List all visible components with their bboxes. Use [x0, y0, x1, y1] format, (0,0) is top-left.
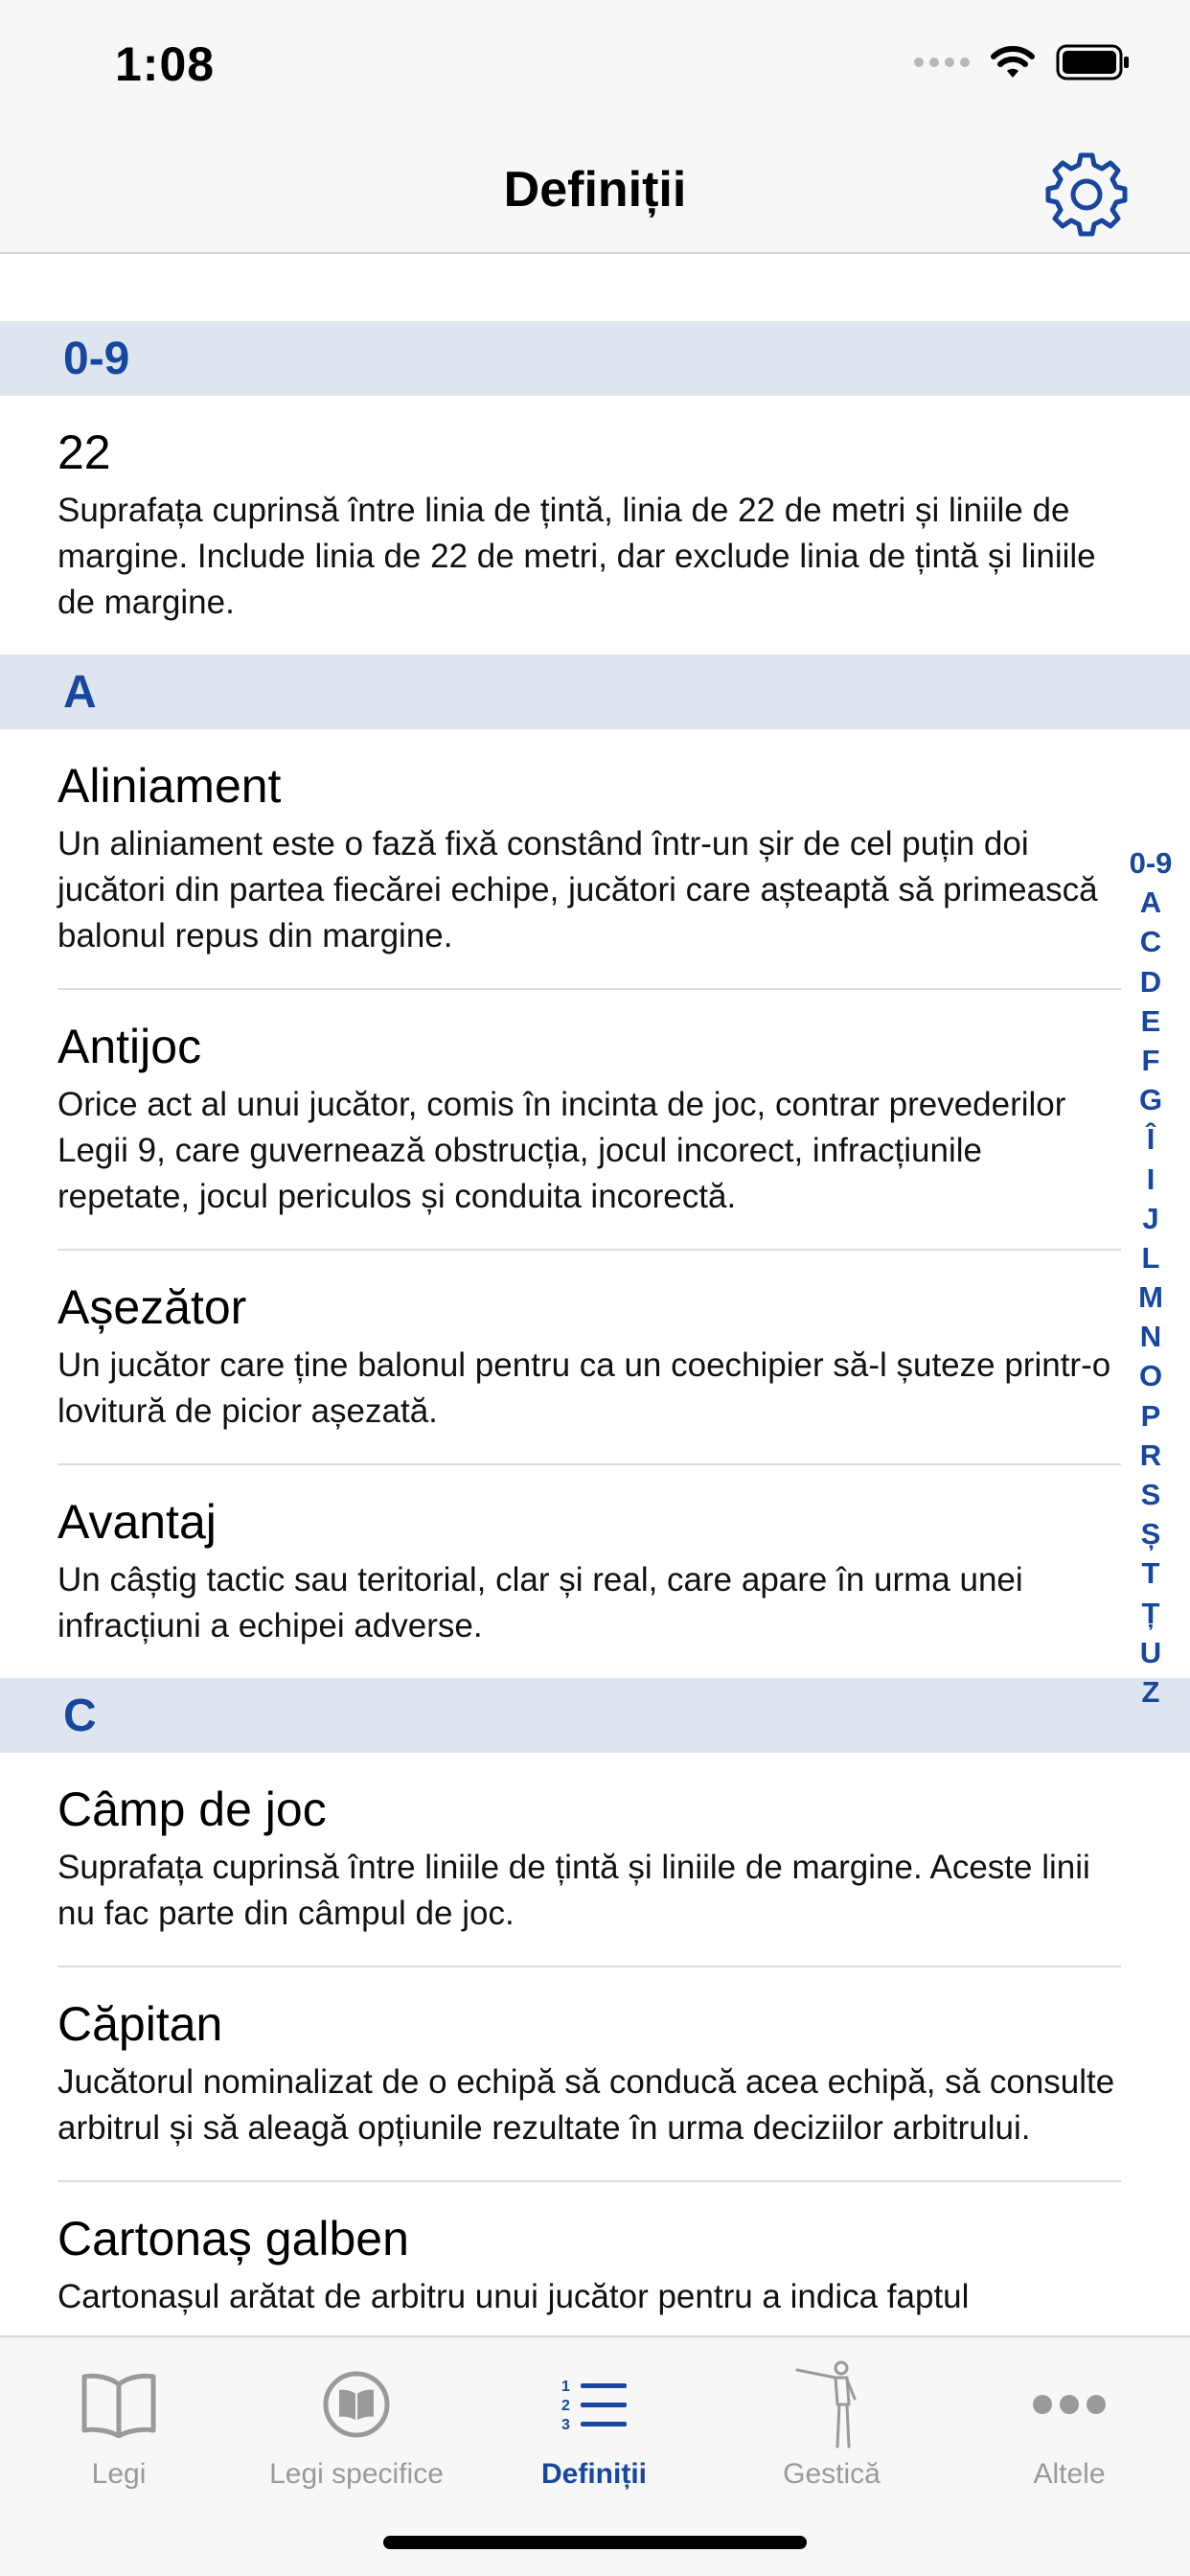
svg-text:2: 2: [561, 2398, 570, 2414]
section-index[interactable]: [1117, 843, 1184, 1712]
list-item[interactable]: [57, 990, 1121, 1251]
entry-description: Orice act al unui jucător, comis în incinta de joc, contrar prevederilor Legii 9, care guvernează obstrucția, jocul incorect, infracțiunile repetate, jocul periculos și conduita incorectă.: [57, 1086, 1066, 1215]
index-letter[interactable]: A: [1139, 886, 1162, 920]
entry-title: Căpitan: [57, 1997, 223, 2051]
tab-label: Legi specifice: [269, 2458, 444, 2490]
list-item[interactable]: [57, 2182, 1121, 2335]
tab-legi-specifice[interactable]: [238, 2360, 475, 2491]
index-letter[interactable]: U: [1139, 1635, 1162, 1669]
book-icon: [80, 2371, 157, 2438]
status-time: 1:08: [115, 37, 216, 91]
tab-label: Legi: [91, 2458, 147, 2490]
tab-gestica[interactable]: [713, 2360, 950, 2491]
wifi-icon: [991, 45, 1035, 80]
numbered-list-icon: [560, 2376, 629, 2433]
index-letter[interactable]: S: [1140, 1478, 1161, 1511]
index-letter[interactable]: Î: [1146, 1122, 1156, 1157]
status-icons: [914, 44, 1131, 80]
index-letter[interactable]: Ț: [1141, 1596, 1160, 1630]
more-icon: [1031, 2393, 1108, 2416]
index-letter[interactable]: Ș: [1140, 1517, 1161, 1552]
home-indicator[interactable]: [383, 2536, 807, 2549]
list-item[interactable]: [57, 396, 1121, 655]
entry-title: Câmp de joc: [57, 1782, 327, 1836]
tab-altele[interactable]: [950, 2360, 1188, 2491]
entry-description: Un jucător care ține balonul pentru ca un coechipier să-l șuteze printr-o lovitură de picior așezată.: [57, 1346, 1111, 1430]
tab-label: Gestică: [783, 2458, 881, 2490]
svg-text:1: 1: [561, 2379, 570, 2395]
cellular-signal-icon: [914, 58, 970, 67]
index-letter[interactable]: G: [1138, 1083, 1163, 1117]
tab-label: Definiții: [541, 2458, 647, 2490]
index-letter[interactable]: E: [1140, 1003, 1161, 1038]
index-letter[interactable]: L: [1141, 1240, 1160, 1275]
entry-description: Un câștig tactic sau teritorial, clar și real, care apare în urma unei infracțiuni a echipei adverse.: [57, 1561, 1023, 1644]
index-letter[interactable]: J: [1142, 1201, 1159, 1235]
entry-description: Un aliniament este o fază fixă constând într-un șir de cel puțin doi jucători din partea fiecărei echipe, jucători care așteaptă să primească balonul repus din margine.: [57, 825, 1098, 954]
list-item[interactable]: [57, 1465, 1121, 1678]
entry-title: Antijoc: [57, 1020, 202, 1073]
index-letter[interactable]: F: [1141, 1043, 1160, 1077]
entry-description: Jucătorul nominalizat de o echipă să conducă acea echipă, să consulte arbitrul și să aleagă opțiunile rezultate în urma deciziilor arbitrului.: [57, 2063, 1115, 2147]
list-item[interactable]: [57, 1753, 1121, 1967]
entry-title: 22: [57, 426, 111, 479]
index-letter[interactable]: M: [1138, 1280, 1163, 1315]
entry-title: Așezător: [57, 1280, 247, 1334]
entry-description: Cartonașul arătat de arbitru unui jucător pentru a indica faptul: [57, 2278, 970, 2315]
gear-icon: [1041, 146, 1133, 238]
entry-description: Suprafața cuprinsă între linia de țintă, linia de 22 de metri și liniile de margine. Include linia de 22 de metri, dar exclude linia de țintă și liniile de margine.: [57, 492, 1096, 621]
entry-title: Avantaj: [57, 1495, 217, 1549]
index-letter[interactable]: Z: [1141, 1674, 1160, 1709]
section-header-0-9: 0-9: [0, 321, 1190, 396]
index-letter[interactable]: C: [1139, 925, 1162, 959]
section-header-c: C: [0, 1678, 1190, 1753]
entry-description: Suprafața cuprinsă între liniile de țintă și liniile de margine. Aceste linii nu fac parte din câmpul de joc.: [57, 1849, 1090, 1932]
index-letter[interactable]: 0-9: [1129, 846, 1173, 880]
referee-gesture-icon: [793, 2358, 870, 2450]
svg-text:3: 3: [561, 2417, 570, 2433]
index-letter[interactable]: P: [1140, 1398, 1161, 1433]
tab-definitii[interactable]: [475, 2360, 713, 2491]
index-letter[interactable]: T: [1141, 1556, 1160, 1591]
book-circle-icon: [322, 2370, 391, 2439]
section-header-a: A: [0, 655, 1190, 729]
list-item[interactable]: [57, 729, 1121, 990]
settings-button[interactable]: [1041, 146, 1133, 238]
index-letter[interactable]: R: [1139, 1438, 1162, 1472]
index-letter[interactable]: I: [1146, 1162, 1156, 1196]
entry-title: Cartonaș galben: [57, 2212, 409, 2266]
page-title: Definiții: [503, 162, 687, 218]
tab-legi[interactable]: [0, 2360, 238, 2491]
index-letter[interactable]: D: [1139, 964, 1162, 999]
list-item[interactable]: [57, 1967, 1121, 2182]
index-letter[interactable]: N: [1139, 1320, 1162, 1354]
battery-icon: [1056, 44, 1131, 80]
entry-title: Aliniament: [57, 759, 282, 813]
definitions-list[interactable]: [0, 256, 1190, 2335]
navigation-bar: [0, 134, 1190, 254]
tab-label: Altele: [1033, 2458, 1106, 2490]
list-item[interactable]: [57, 1251, 1121, 1465]
status-bar: [0, 0, 1190, 134]
index-letter[interactable]: O: [1138, 1359, 1163, 1393]
